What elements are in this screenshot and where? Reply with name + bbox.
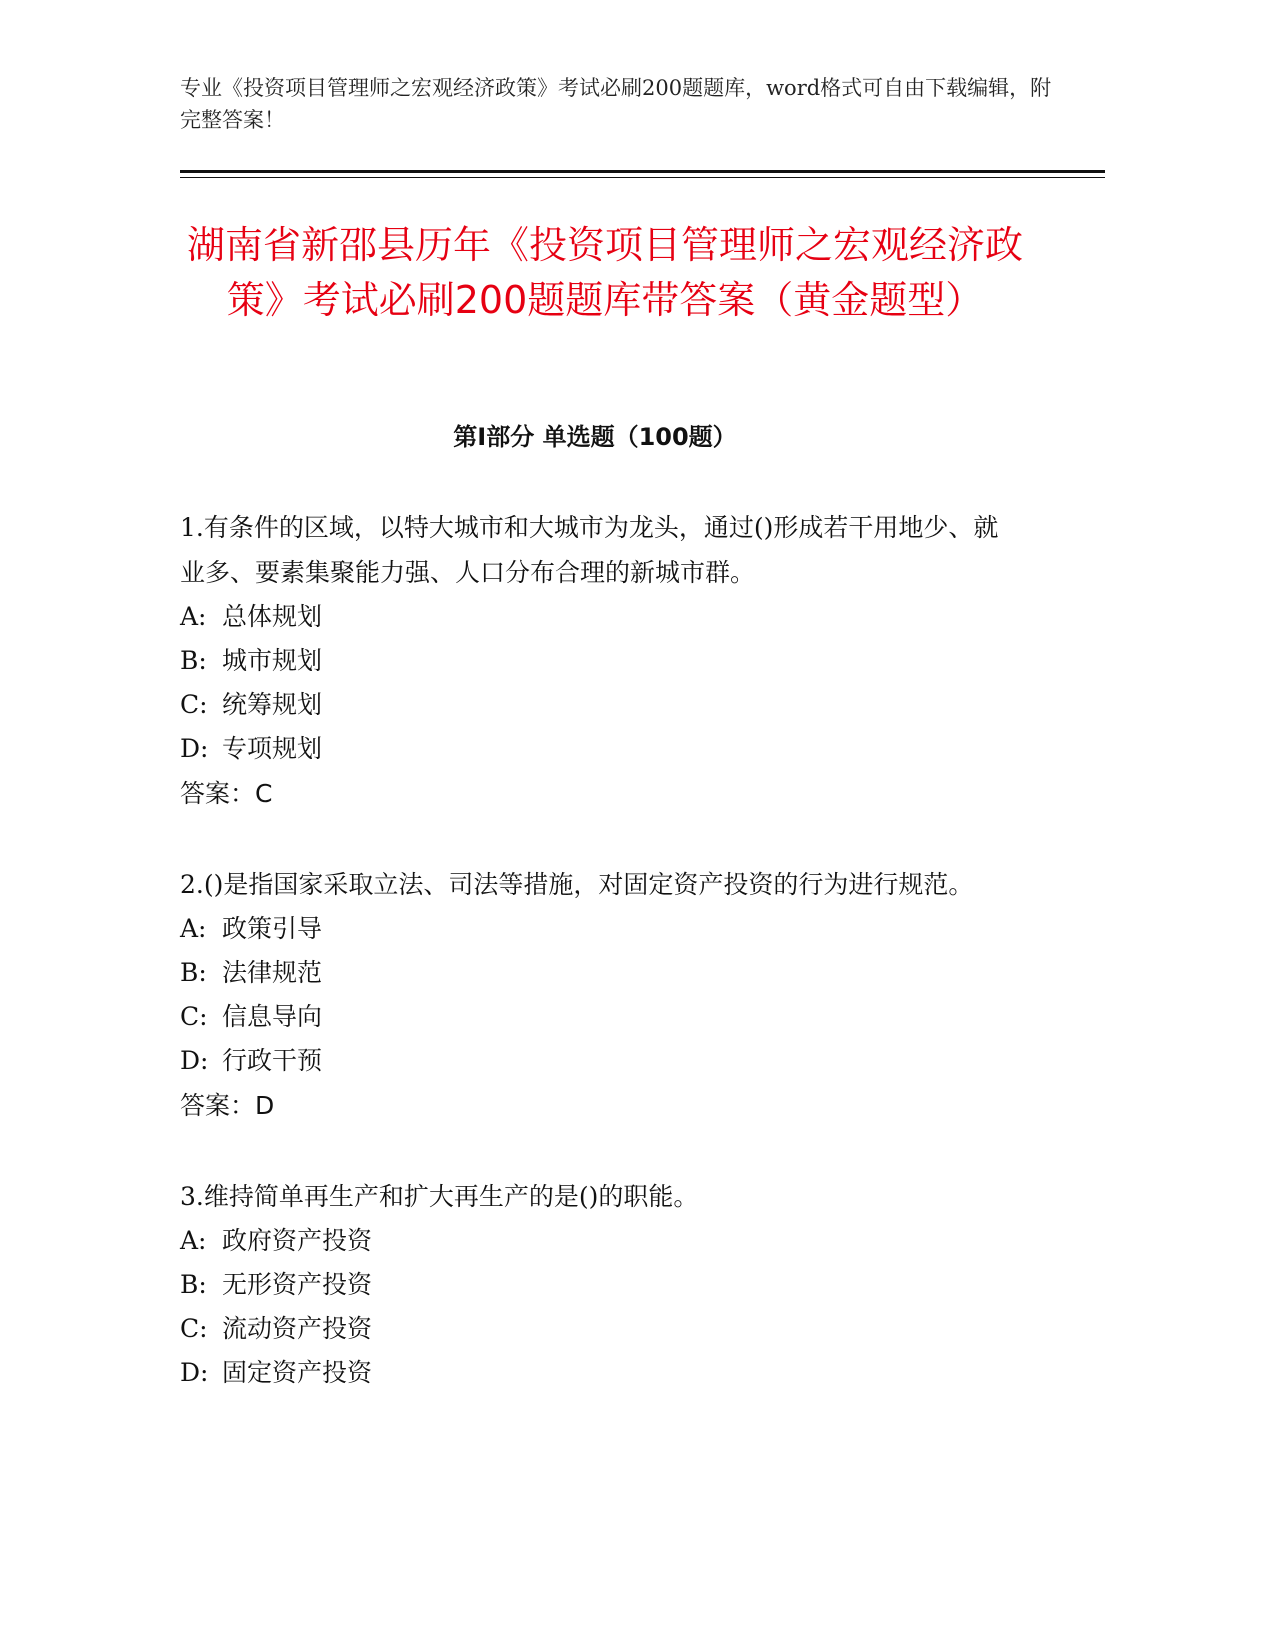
- header-rule-thin: [180, 177, 1105, 178]
- option-key: B:: [180, 646, 207, 675]
- option-b: [180, 1263, 1020, 1307]
- option-a: [180, 595, 1020, 639]
- header-note: 专业《投资项目管理师之宏观经济政策》考试必刷200题题库，word格式可自由下载编辑，附完整答案！: [180, 76, 1052, 132]
- question-list: [180, 505, 1020, 1440]
- question-2: [180, 862, 1020, 1129]
- question-stem: 3.维持简单再生产和扩大再生产的是()的职能。: [180, 1182, 699, 1211]
- question-stem: 1.有条件的区域，以特大城市和大城市为龙头，通过()形成若干用地少、就业多、要素集聚能力强、人口分布合理的新城市群。: [180, 513, 999, 587]
- option-key: B:: [180, 958, 207, 987]
- option-a: [180, 1219, 1020, 1263]
- question-3: [180, 1174, 1020, 1395]
- option-text: 政策引导: [222, 914, 323, 943]
- option-c: [180, 995, 1020, 1039]
- option-text: 专项规划: [222, 734, 323, 763]
- section-title: 第Ⅰ部分 单选题（100题）: [453, 423, 737, 451]
- option-key: B:: [180, 1270, 207, 1299]
- option-text: 固定资产投资: [222, 1358, 373, 1387]
- option-key: D:: [180, 734, 209, 763]
- option-a: [180, 907, 1020, 951]
- option-key: C:: [180, 1314, 208, 1343]
- option-d: [180, 1351, 1020, 1395]
- option-text: 总体规划: [222, 602, 323, 631]
- option-d: [180, 1039, 1020, 1083]
- option-c: [180, 1307, 1020, 1351]
- option-key: C:: [180, 1002, 208, 1031]
- option-b: [180, 951, 1020, 995]
- option-text: 统筹规划: [222, 690, 323, 719]
- option-text: 行政干预: [222, 1046, 323, 1075]
- option-key: D:: [180, 1358, 209, 1387]
- option-text: 城市规划: [222, 646, 323, 675]
- option-key: A:: [180, 602, 207, 631]
- option-key: D:: [180, 1046, 209, 1075]
- option-b: [180, 639, 1020, 683]
- option-text: 信息导向: [222, 1002, 323, 1031]
- question-stem: 2.()是指国家采取立法、司法等措施，对固定资产投资的行为进行规范。: [180, 870, 974, 899]
- answer-line: 答案：D: [180, 1091, 275, 1120]
- option-text: 法律规范: [222, 958, 323, 987]
- option-key: A:: [180, 914, 207, 943]
- option-key: C:: [180, 690, 208, 719]
- option-text: 无形资产投资: [222, 1270, 373, 1299]
- option-text: 流动资产投资: [222, 1314, 373, 1343]
- option-c: [180, 683, 1020, 727]
- question-1: [180, 505, 1020, 817]
- answer-line: 答案：C: [180, 779, 273, 808]
- option-text: 政府资产投资: [222, 1226, 373, 1255]
- document-title: 湖南省新邵县历年《投资项目管理师之宏观经济政策》考试必刷200题题库带答案（黄金题型）: [186, 223, 1023, 322]
- option-key: A:: [180, 1226, 207, 1255]
- option-d: [180, 727, 1020, 771]
- header-rule-thick: [180, 170, 1105, 173]
